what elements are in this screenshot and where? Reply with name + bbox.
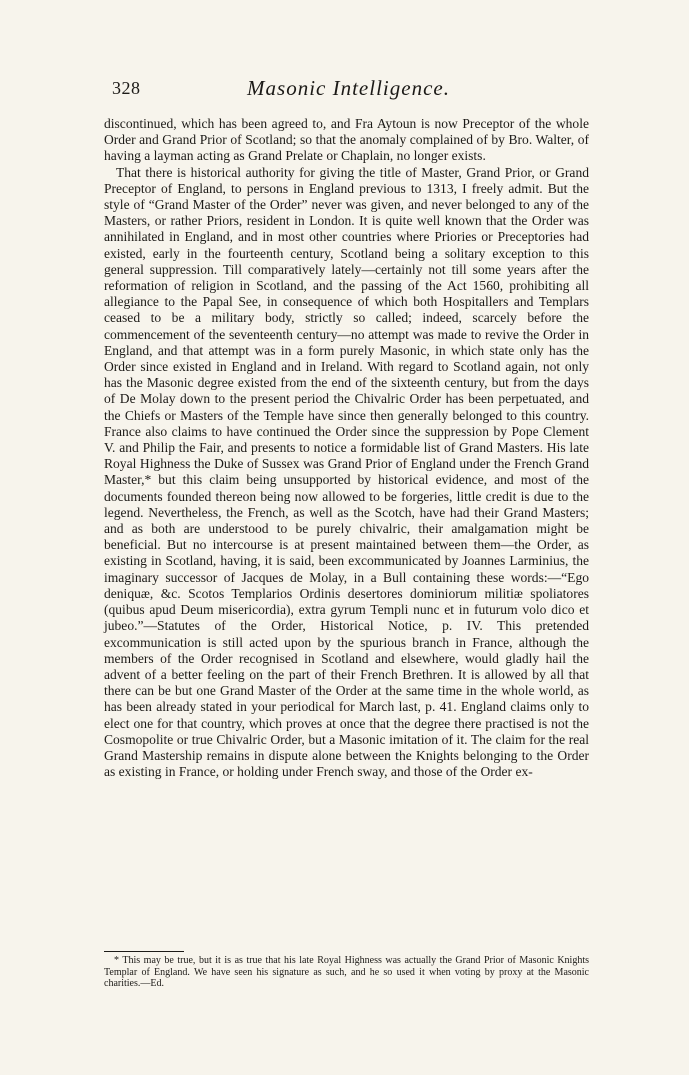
footnote-rule <box>104 951 184 952</box>
page-number: 328 <box>112 78 141 98</box>
paragraph-continuation: discontinued, which has been agreed to, and Fra Aytoun is now Preceptor of the whole Order and Grand Prior of Scotland; so that the anomaly complained of by Bro. Walter, of having a layman acting as Grand Prelate or Chaplain, no longer exists. <box>104 116 589 164</box>
body-text <box>104 116 589 780</box>
paragraph-main: That there is historical authority for giving the title of Master, Grand Prior, or Grand Preceptor of England, to persons in England previous to 1313, I freely admit. But the style of “Grand Master of the Order” never was given, and never belonged to any of the Masters, or rather Priors, resident in London. It is quite well known that the Order was annihilated in England, and in most other countries where Priories or Preceptories had existed, early in the fourteenth century, Scotland being a solitary exception to this general suppression. Till comparatively lately—certainly not till some years after the reformation of religion in Scotland, and the passing of the Act 1560, prohibiting all allegiance to the Papal See, in consequence of which both Hospitallers and Templars ceased to be a military body, strictly so called; indeed, scarcely before the commencement of the seventeenth century—no attempt was made to revive the Order in England, and that attempt was in a form purely Masonic, in which state only has the Order since existed in England and in Ireland. With regard to Scotland again, not only has the Masonic degree existed from the end of the sixteenth century, but from the days of De Molay down to the present period the Chivalric Order has been perpetuated, and the Chiefs or Masters of the Temple have since then generally belonged to this country. France also claims to have continued the Order since the suppression by Pope Clement V. and Philip the Fair, and presents to notice a formidable list of Grand Masters. His late Royal Highness the Duke of Sussex was Grand Prior of England under the French Grand Master,* but this claim being unsupported by historical evidence, and most of the documents founded thereon being now allowed to be forgeries, little credit is due to the legend. Nevertheless, the French, as well as the Scotch, have had their Grand Masters; and as both are understood to be purely chivalric, their amalgamation might be beneficial. But no intercourse is at present maintained between them—the Order, as existing in Scotland, having, it is said, been excommunicated by Joannes Larminius, the imaginary successor of Jacques de Molay, in a Bull containing these words:—“Ego deniquæ, &c. Scotos Templarios Ordinis desertores dominiorum militiæ spoliatores (quibus apud Deum misericordia), extra gyrum Templi nunc et in futurum volo dico et jubeo.”—Statutes of the Order, Historical Notice, p. IV. This pretended excommunication is still acted upon by the spurious branch in France, although the members of the Order recognised in Scotland and elsewhere, would gladly hail the advent of a better feeling on the part of their French Brethren. It is allowed by all that there can be but one Grand Master of the Order at the same time in the whole world, as has been already stated in your periodical for March last, p. 41. England claims only to elect one for that country, which proves at once that the degree there practised is not the Cosmopolite or true Chivalric Order, but a Masonic imitation of it. The claim for the real Grand Mastership remains in dispute alone between the Knights belonging to the Order as existing in France, or holding under French sway, and those of the Order ex- <box>104 164 589 780</box>
page-header <box>112 76 585 104</box>
footnote: * This may be true, but it is as true that his late Royal Highness was actually the Grand Prior of Masonic Knights Templar of England. We have seen his signature as such, and he so used it when voting by proxy at the Masonic charities.—Ed. <box>104 955 589 990</box>
running-title: Masonic Intelligence. <box>247 76 450 100</box>
